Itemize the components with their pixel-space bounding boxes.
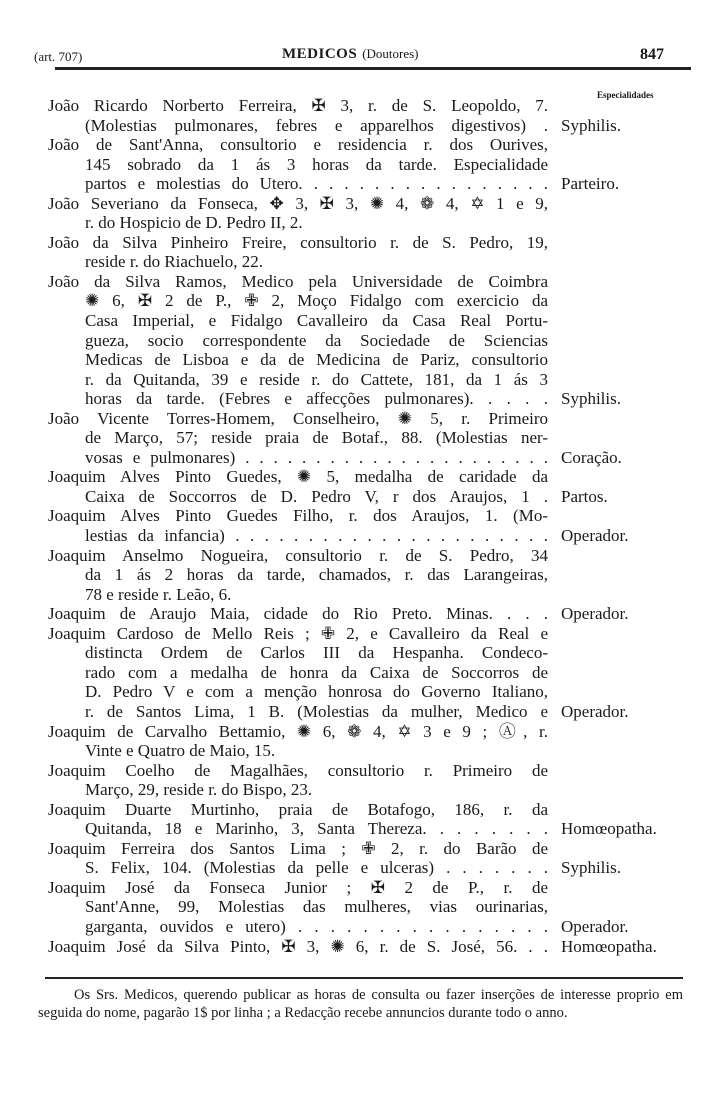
entry-name-line: Joaquim Cardoso de Mello Reis ; ✙ 2, e Cavalleiro da Real e — [48, 623, 548, 643]
entry-continuation-line: Março, 29, reside r. do Bispo, 23. — [85, 780, 313, 800]
entry-line — [0, 585, 725, 605]
page-header — [0, 46, 725, 66]
entry-continuation-line: D. Pedro V e com a menção honrosa do Governo Italiano, — [85, 682, 548, 702]
physician-entry — [0, 409, 725, 468]
entry-line — [0, 370, 725, 390]
entry-continuation-line: garganta, ouvidos e utero) . . . . . . . . . . . . . . . . — [85, 916, 548, 936]
entry-line — [0, 272, 725, 292]
page-title — [282, 46, 419, 63]
entry-line — [0, 897, 725, 917]
entry-name-line: João de Sant'Anna, consultorio e residencia r. dos Ourives, — [48, 135, 548, 155]
physician-entry — [0, 937, 725, 957]
entry-name-line: Joaquim de Carvalho Bettamio, ✺ 6, ❁ 4, ✡ 3 e 9 ; Ⓐ, r. — [48, 721, 548, 741]
entry-name-line: João da Silva Ramos, Medico pela Universidade de Coimbra — [48, 271, 548, 291]
entry-specialty: Homœopatha. — [561, 819, 657, 839]
entry-specialty: Partos. — [561, 486, 608, 506]
entry-continuation-line: distincta Ordem de Carlos III da Hespanha. Condeco- — [85, 643, 548, 663]
entry-continuation-line: partos e molestias do Utero. . . . . . . . . . . . . . . . . — [85, 174, 548, 194]
entry-line — [0, 526, 725, 546]
entry-line — [0, 448, 725, 468]
physician-entry — [0, 135, 725, 194]
entry-line — [0, 604, 725, 624]
entry-name-line: João Severiano da Fonseca, ✥ 3, ✠ 3, ✺ 4, ❁ 4, ✡ 1 e 9, — [48, 193, 548, 213]
physician-entry — [0, 506, 725, 545]
entry-continuation-line: r. do Hospicio de D. Pedro II, 2. — [85, 213, 303, 233]
physician-entry — [0, 839, 725, 878]
entry-line — [0, 761, 725, 781]
entry-line — [0, 96, 725, 116]
specialties-column-heading: Especialidades — [597, 90, 654, 100]
header-rule — [55, 67, 691, 70]
entry-line — [0, 702, 725, 722]
entry-continuation-line: ✺ 6, ✠ 2 de P., ✙ 2, Moço Fidalgo com exercicio da — [85, 291, 548, 311]
title-subtitle: (Doutores) — [362, 46, 419, 61]
physician-entry — [0, 233, 725, 272]
physician-entry — [0, 604, 725, 624]
physician-entry — [0, 624, 725, 722]
entry-line — [0, 917, 725, 937]
physician-entry — [0, 546, 725, 605]
entry-continuation-line: Casa Imperial, e Fidalgo Cavalleiro da Casa Real Portu- — [85, 311, 548, 331]
page-number: 847 — [640, 46, 664, 63]
title-text: MEDICOS — [282, 46, 358, 62]
entry-line — [0, 800, 725, 820]
footer-rule — [45, 977, 683, 979]
entry-line — [0, 135, 725, 155]
entry-name-line: Joaquim Ferreira dos Santos Lima ; ✙ 2, r. do Barão de — [48, 838, 548, 858]
entry-line — [0, 194, 725, 214]
entry-line — [0, 937, 725, 957]
entry-name-line: Joaquim de Araujo Maia, cidade do Rio Preto. Minas. . . . — [48, 604, 548, 624]
entry-continuation-line: (Molestias pulmonares, febres e apparelhos digestivos) . — [85, 115, 548, 135]
entry-line — [0, 819, 725, 839]
entry-specialty: Operador. — [561, 916, 629, 936]
entry-specialty: Operador. — [561, 526, 629, 546]
entry-continuation-line: 78 e reside r. Leão, 6. — [85, 584, 232, 604]
entry-continuation-line: de Março, 57; reside praia de Botaf., 88. (Molestias ner- — [85, 428, 548, 448]
entry-continuation-line: da 1 ás 2 horas da tarde, chamados, r. das Larangeiras, — [85, 565, 548, 585]
entry-specialty: Syphilis. — [561, 858, 621, 878]
physician-entry — [0, 800, 725, 839]
physician-entry — [0, 722, 725, 761]
entry-continuation-line: r. de Santos Lima, 1 B. (Molestias da mulher, Medico e — [85, 701, 548, 721]
entry-line — [0, 350, 725, 370]
entry-line — [0, 213, 725, 233]
entry-line — [0, 722, 725, 742]
entry-name-line: Joaquim Anselmo Nogueira, consultorio r. de S. Pedro, 34 — [48, 545, 548, 565]
entry-line — [0, 487, 725, 507]
entry-specialty: Coração. — [561, 447, 622, 467]
entry-name-line: João da Silva Pinheiro Freire, consultorio r. de S. Pedro, 19, — [48, 232, 548, 252]
physician-entry — [0, 467, 725, 506]
entry-specialty: Homœopatha. — [561, 936, 657, 956]
physician-entry — [0, 194, 725, 233]
physician-entry — [0, 272, 725, 409]
entry-name-line: Joaquim Coelho de Magalhães, consultorio r. Primeiro de — [48, 760, 548, 780]
entry-name-line: Joaquim José da Fonseca Junior ; ✠ 2 de P., r. de — [48, 877, 548, 897]
entry-specialty: Syphilis. — [561, 115, 621, 135]
physician-entry — [0, 761, 725, 800]
entry-name-line: João Vicente Torres-Homem, Conselheiro, ✺ 5, r. Primeiro — [48, 408, 548, 428]
entry-name-line: Joaquim Duarte Murtinho, praia de Botafogo, 186, r. da — [48, 799, 548, 819]
entry-line — [0, 565, 725, 585]
physician-entry — [0, 96, 725, 135]
entry-line — [0, 839, 725, 859]
entry-line — [0, 252, 725, 272]
entry-name-line: Joaquim Alves Pinto Guedes, ✺ 5, medalha de caridade da — [48, 467, 548, 487]
entry-line — [0, 428, 725, 448]
entry-continuation-line: Quitanda, 18 e Marinho, 3, Santa Thereza. . . . . . . . — [85, 819, 548, 839]
entry-continuation-line: reside r. do Riachuelo, 22. — [85, 252, 263, 272]
entry-continuation-line: Medicas de Lisboa e da de Medicina de Pariz, consultorio — [85, 350, 548, 370]
entry-name-line: João Ricardo Norberto Ferreira, ✠ 3, r. de S. Leopoldo, 7. — [48, 96, 548, 115]
entry-line — [0, 389, 725, 409]
entry-line — [0, 174, 725, 194]
entry-continuation-line: 145 sobrado da 1 ás 3 horas da tarde. Especialidade — [85, 154, 548, 174]
entry-continuation-line: S. Felix, 104. (Molestias da pelle e ulceras) . . . . . . . — [85, 858, 548, 878]
entry-continuation-line: lestias da infancia) . . . . . . . . . . . . . . . . . . . . . . — [85, 526, 548, 546]
entry-name-line: Joaquim Alves Pinto Guedes Filho, r. dos Araujos, 1. (Mo- — [48, 506, 548, 526]
entry-continuation-line: gueza, socio correspondente da Sociedade de Sciencias — [85, 330, 548, 350]
entry-line — [0, 409, 725, 429]
entry-continuation-line: horas da tarde. (Febres e affecções pulmonares). . . . . — [85, 389, 548, 409]
entry-line — [0, 116, 725, 136]
entry-continuation-line: Caixa de Soccorros de D. Pedro V, r dos Araujos, 1 . — [85, 486, 548, 506]
entry-line — [0, 741, 725, 761]
entry-line — [0, 546, 725, 566]
entry-specialty: Parteiro. — [561, 174, 620, 194]
article-reference: (art. 707) — [34, 49, 83, 64]
entry-line — [0, 155, 725, 175]
entry-line — [0, 643, 725, 663]
entry-specialty: Operador. — [561, 604, 629, 624]
entry-specialty: Operador. — [561, 701, 629, 721]
entry-line — [0, 467, 725, 487]
entry-line — [0, 291, 725, 311]
entry-continuation-line: r. da Quitanda, 39 e reside r. do Cattete, 181, da 1 ás 3 — [85, 369, 548, 389]
physician-list — [0, 96, 725, 956]
footer-note: Os Srs. Medicos, querendo publicar as horas de consulta ou fazer inserções de interesse proprio em seguida do nome, pagarão 1$ por linha ; a Redacção recebe annuncios durante todo o anno. — [38, 987, 683, 1021]
entry-line — [0, 858, 725, 878]
entry-continuation-line: Sant'Anne, 99, Molestias das mulheres, vias ourinarias, — [85, 897, 548, 917]
entry-continuation-line: Vinte e Quatro de Maio, 15. — [85, 741, 276, 761]
entry-specialty: Syphilis. — [561, 389, 621, 409]
entry-line — [0, 780, 725, 800]
entry-line — [0, 311, 725, 331]
entry-line — [0, 663, 725, 683]
physician-entry — [0, 878, 725, 937]
entry-continuation-line: vosas e pulmonares) . . . . . . . . . . . . . . . . . . . . . . — [85, 447, 548, 467]
entry-name-line: Joaquim José da Silva Pinto, ✠ 3, ✺ 6, r. de S. José, 56. . . — [48, 936, 548, 956]
entry-line — [0, 682, 725, 702]
entry-line — [0, 233, 725, 253]
entry-line — [0, 624, 725, 644]
entry-line — [0, 331, 725, 351]
entry-continuation-line: rado com a medalha de honra da Caixa de Soccorros de — [85, 662, 548, 682]
entry-line — [0, 878, 725, 898]
entry-line — [0, 506, 725, 526]
